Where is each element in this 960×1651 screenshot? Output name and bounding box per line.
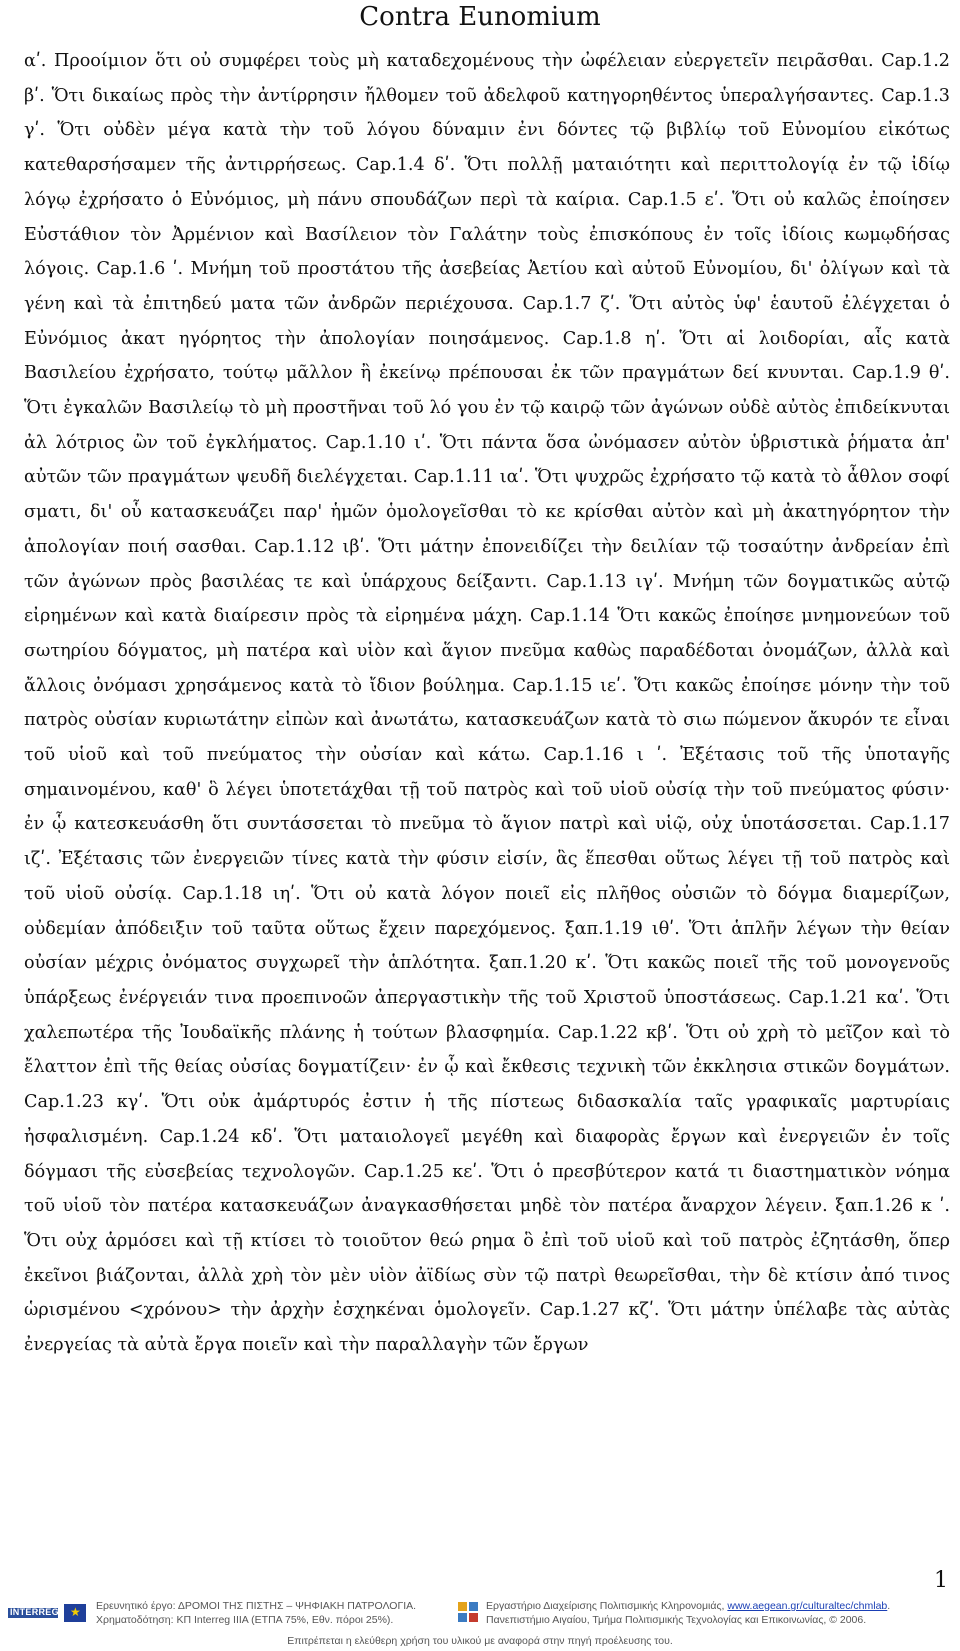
- page-footer: [0, 1594, 960, 1651]
- footer-left-text: [96, 1599, 416, 1627]
- footer-right: [458, 1599, 890, 1627]
- interreg-logo-icon: [8, 1601, 58, 1625]
- document-body: αʹ. Προοίμιον ὅτι οὐ συμφέρει τοὺς μὴ καταδεχομένους τὴν ὠφέλειαν εὐεργετεῖν πειρᾶσθαι. Cap.1.2 βʹ. Ὅτι δικαίως πρὸς τὴν ἀντίρρησιν ἤλθομεν τοῦ ἀδελφοῦ κατηγορηθέντος ὑπεραλγήσαντες. Cap.1.3 γʹ. Ὅτι οὐδὲν μέγα κατὰ τὴν τοῦ λόγου δύναμιν ἐνι δόντες τῷ βιβλίῳ τοῦ Εὐνομίου εἰκότως κατεθαρσήσαμεν τῆς ἀντιρρήσεως. Cap.1.4 δʹ. Ὅτι πολλῇ ματαιότητι καὶ περιττολογίᾳ ἐν τῷ ἰδίῳ λόγῳ ἐχρήσατο ὁ Εὐνόμιος, μὴ πάνυ σπουδάζων περὶ τὰ καίρια. Cap.1.5 εʹ. Ὅτι οὐ καλῶς ἐποίησεν Εὐστάθιον τὸν Ἀρμένιον καὶ Βασίλειον τὸν Γαλάτην τοὺς ἐπισκόπους ἐν τοῖς ἰδίοις κωμῳδήσας λόγοις. Cap.1.6 ʹ. Μνήμη τοῦ προστάτου τῆς ἀσεβείας Ἀετίου καὶ αὐτοῦ Εὐνομίου, δι' ὀλίγων καὶ τὰ γένη καὶ τὰ ἐπιτηδεύ ματα τῶν ἀνδρῶν περιέχουσα. Cap.1.7 ζʹ. Ὅτι αὐτὸς ὑφ' ἑαυτοῦ ἐλέγχεται ὁ Εὐνόμιος ἀκατ ηγόρητος τὴν ἀπολογίαν ποιησάμενος. Cap.1.8 ηʹ. Ὅτι αἱ λοιδορίαι, αἷς κατὰ Βασιλείου ἐχρήσατο, τούτῳ μᾶλλον ἢ ἐκείνῳ πρέπουσαι ἐκ τῶν πραγμάτων δεί κνυνται. Cap.1.9 θʹ. Ὅτι ἐγκαλῶν Βασιλείῳ τὸ μὴ προστῆναι τοῦ λό γου ἐν τῷ καιρῷ τῶν ἀγώνων οὐδὲ αὐτὸς ἐπιδείκνυται ἀλ λότριος ὢν τοῦ ἐγκλήματος. Cap.1.10 ιʹ. Ὅτι πάντα ὅσα ὠνόμασεν αὐτὸν ὑβριστικὰ ῥήματα ἀπ' αὐτῶν τῶν πραγμάτων ψευδῆ διελέγχεται. Cap.1.11 ιαʹ. Ὅτι ψυχρῶς ἐχρήσατο τῷ κατὰ τὸ ἆθλον σοφί σματι, δι' οὗ κατασκευάζει παρ' ἡμῶν ὁμολογεῖσθαι τὸ κε κρίσθαι αὐτὸν καὶ μὴ ἀκατηγόρητον τὴν ἀπολογίαν ποιή σασθαι. Cap.1.12 ιβʹ. Ὅτι μάτην ἐπονειδίζει τὴν δειλίαν τῷ τοσαύτην ἀνδρείαν ἐπὶ τῶν ἀγώνων πρὸς βασιλέας τε καὶ ὑπάρχους δείξαντι. Cap.1.13 ιγʹ. Μνήμη τῶν δογματικῶς αὐτῷ εἰρημένων καὶ κατὰ διαίρεσιν πρὸς τὰ εἰρημένα μάχη. Cap.1.14 Ὅτι κακῶς ἐποίησε μνημονεύων τοῦ σωτηρίου δόγματος, μὴ πατέρα καὶ υἱὸν καὶ ἅγιον πνεῦμα καθὼς παραδέδοται ὀνομάζων, ἀλλὰ καὶ ἄλλοις ὀνόμασι χρησάμενος κατὰ τὸ ἴδιον βούλημα. Cap.1.15 ιεʹ. Ὅτι κακῶς ἐποίησε μόνην τὴν τοῦ πατρὸς οὐσίαν κυριωτάτην εἰπὼν καὶ ἀνωτάτω, κατασκευάζων κατὰ τὸ σιω πώμενον ἄκυρόν τε εἶναι τοῦ υἱοῦ καὶ τοῦ πνεύματος τὴν οὐσίαν καὶ κάτω. Cap.1.16 ι ʹ. Ἐξέτασις τοῦ τῆς ὑποταγῆς σημαινομένου, καθ' ὃ λέγει ὑποτετάχθαι τῇ τοῦ πατρὸς καὶ τοῦ υἱοῦ οὐσίᾳ τὴν τοῦ πνεύματος φύσιν· ἐν ᾧ κατεσκευάσθη ὅτι συντάσσεται τὸ πνεῦμα τὸ ἅγιον πατρὶ καὶ υἱῷ, οὐχ ὑποτάσσεται. Cap.1.17 ιζʹ. Ἐξέτασις τῶν ἐνεργειῶν τίνες κατὰ τὴν φύσιν εἰσίν, ἃς ἕπεσθαι οὕτως λέγει τῇ τοῦ πατρὸς καὶ τοῦ υἱοῦ οὐσίᾳ. Cap.1.18 ιηʹ. Ὅτι οὐ κατὰ λόγον ποιεῖ εἰς πλῆθος οὐσιῶν τὸ δόγμα διαμερίζων, οὐδεμίαν ἀπόδειξιν τοῦ ταῦτα οὕτως ἔχειν παρεχόμενος. ξαπ.1.19 ιθʹ. Ὅτι ἁπλῆν λέγων τὴν θείαν οὐσίαν μέχρις ὀνόματος συγχωρεῖ τὴν ἁπλότητα. ξαπ.1.20 κʹ. Ὅτι κακῶς ποιεῖ τῆς τοῦ μονογενοῦς ὑπάρξεως ἐνέργειάν τινα προεπινοῶν ἀπεργαστικὴν τῆς τοῦ Χριστοῦ ὑποστάσεως. Cap.1.21 καʹ. Ὅτι χαλεπωτέρα τῆς Ἰουδαϊκῆς πλάνης ἡ τούτων βλασφημία. Cap.1.22 κβʹ. Ὅτι οὐ χρὴ τὸ μεῖζον καὶ τὸ ἔλαττον ἐπὶ τῆς θείας οὐσίας δογματίζειν· ἐν ᾧ καὶ ἔκθεσις τεχνικὴ τῶν ἐκκλησια στικῶν δογμάτων. Cap.1.23 κγʹ. Ὅτι οὐκ ἀμάρτυρός ἐστιν ἡ τῆς πίστεως διδασκαλία ταῖς γραφικαῖς μαρτυρίαις ἠσφαλισμένη. Cap.1.24 κδʹ. Ὅτι ματαιολογεῖ μεγέθη καὶ διαφορὰς ἔργων καὶ ἐνεργειῶν ἐν τοῖς δόγμασι τῆς εὐσεβείας τεχνολογῶν. Cap.1.25 κεʹ. Ὅτι ὁ πρεσβύτερον κατά τι διαστηματικὸν νόημα τοῦ υἱοῦ τὸν πατέρα κατασκευάζων ἀναγκασθήσεται μηδὲ τὸν πατέρα ἄναρχον λέγειν. ξαπ.1.26 κ ʹ. Ὅτι οὐχ ἁρμόσει καὶ τῇ κτίσει τὸ τοιοῦτον θεώ ρημα ὃ ἐπὶ τοῦ υἱοῦ καὶ τοῦ πατρὸς ἐζητάσθη, ὅπερ ἐκεῖνοι βιάζονται, ἀλλὰ χρὴ τὸν μὲν υἱὸν ἀϊδίως σὺν τῷ πατρὶ θεωρεῖσθαι, τὴν δὲ κτίσιν ἀπό τινος ὡρισμένου <χρόνου> τὴν ἀρχὴν ἐσχηκέναι ὁμολογεῖν. Cap.1.27 κζʹ. Ὅτι μάτην ὑπέλαβε τὰς αὐτὰς ἐνεργείας τὰ αὐτὰ ἔργα ποιεῖν καὶ τὴν παραλλαγὴν τῶν ἔργων: [24, 51, 950, 1356]
- footer-lab-name: Εργαστήριο Διαχείρισης Πολιτισμικής Κληρονομιάς,: [486, 1600, 725, 1612]
- footer-left: [8, 1599, 416, 1627]
- footer-right-text: [486, 1599, 890, 1627]
- lab-website-link[interactable]: www.aegean.gr/culturaltec/chmlab: [727, 1600, 888, 1612]
- footer-funding-line: Χρηματοδότηση: ΚΠ Interreg IIIA (ΕΤΠΑ 75%, Εθν. πόροι 25%).: [96, 1614, 394, 1626]
- footer-usage-notice: Επιτρέπεται η ελεύθερη χρήση του υλικού με αναφορά στην πηγή προέλευσης του.: [287, 1635, 673, 1647]
- document-title: Contra Eunomium: [359, 2, 601, 32]
- page-number: 1: [934, 1568, 948, 1593]
- lab-logo-icon: [458, 1602, 480, 1624]
- interreg-logo-text: INTERREG: [10, 1607, 59, 1617]
- footer-project-line: Ερευνητικό έργο: ΔΡΟΜΟΙ ΤΗΣ ΠΙΣΤΗΣ – ΨΗΦΙΑΚΗ ΠΑΤΡΟΛΟΓΙΑ.: [96, 1600, 417, 1612]
- footer-lab-period: .: [887, 1600, 891, 1612]
- footer-university-line: Πανεπιστήμιο Αιγαίου, Τμήμα Πολιτισμικής Τεχνολογίας και Επικοινωνίας, © 2006.: [486, 1614, 867, 1626]
- footer-lab-line: [486, 1599, 890, 1613]
- eu-flag-icon: [64, 1604, 86, 1622]
